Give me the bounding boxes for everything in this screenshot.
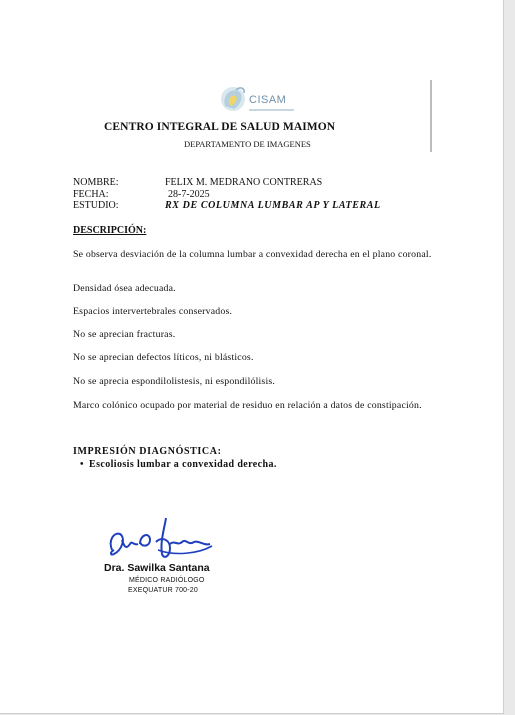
signature-exequatur: EXEQUATUR 700-20	[128, 587, 198, 594]
signature-name: Dra. Sawilka Santana	[104, 562, 210, 574]
window-edge	[504, 0, 515, 715]
name-row	[73, 177, 381, 189]
signature-role: MÉDICO RADIÓLOGO	[129, 577, 205, 584]
study-label: ESTUDIO:	[73, 200, 119, 211]
description-paragraph: Marco colónico ocupado por material de residuo en relación a datos de constipación.	[73, 400, 422, 411]
impression-text: Escoliosis lumbar a convexidad derecha.	[89, 459, 277, 470]
description-paragraph: No se aprecia espondilolistesis, ni espondilólisis.	[73, 376, 276, 387]
study-value: RX DE COLUMNA LUMBAR AP Y LATERAL	[165, 200, 381, 211]
date-row	[73, 189, 381, 201]
name-value: FELIX M. MEDRANO CONTRERAS	[165, 177, 323, 188]
description-paragraph: Espacios intervertebrales conservados.	[73, 306, 233, 317]
handwritten-signature	[104, 510, 216, 568]
date-value: 28-7-2025	[168, 188, 210, 200]
header-divider	[430, 80, 432, 152]
center-name: CENTRO INTEGRAL DE SALUD MAIMON	[104, 121, 336, 133]
date-label: FECHA:	[73, 188, 109, 200]
description-paragraph: No se aprecian defectos líticos, ni blásticos.	[73, 352, 254, 363]
logo-text: CISAM	[249, 94, 287, 106]
name-label: NOMBRE:	[73, 177, 119, 188]
bullet-icon: •	[80, 459, 84, 470]
description-paragraph: Densidad ósea adecuada.	[73, 283, 176, 294]
description-paragraph: Se observa desviación de la columna lumbar a convexidad derecha en el plano coronal.	[73, 249, 432, 260]
patient-fields	[73, 177, 381, 212]
description-title: DESCRIPCIÓN:	[73, 225, 147, 236]
description-paragraph: No se aprecian fracturas.	[73, 329, 176, 340]
impression-title: IMPRESIÓN DIAGNÓSTICA:	[73, 446, 222, 457]
department-name: DEPARTAMENTO DE IMAGENES	[184, 139, 311, 149]
impression-item	[80, 459, 277, 470]
study-row	[73, 200, 381, 212]
